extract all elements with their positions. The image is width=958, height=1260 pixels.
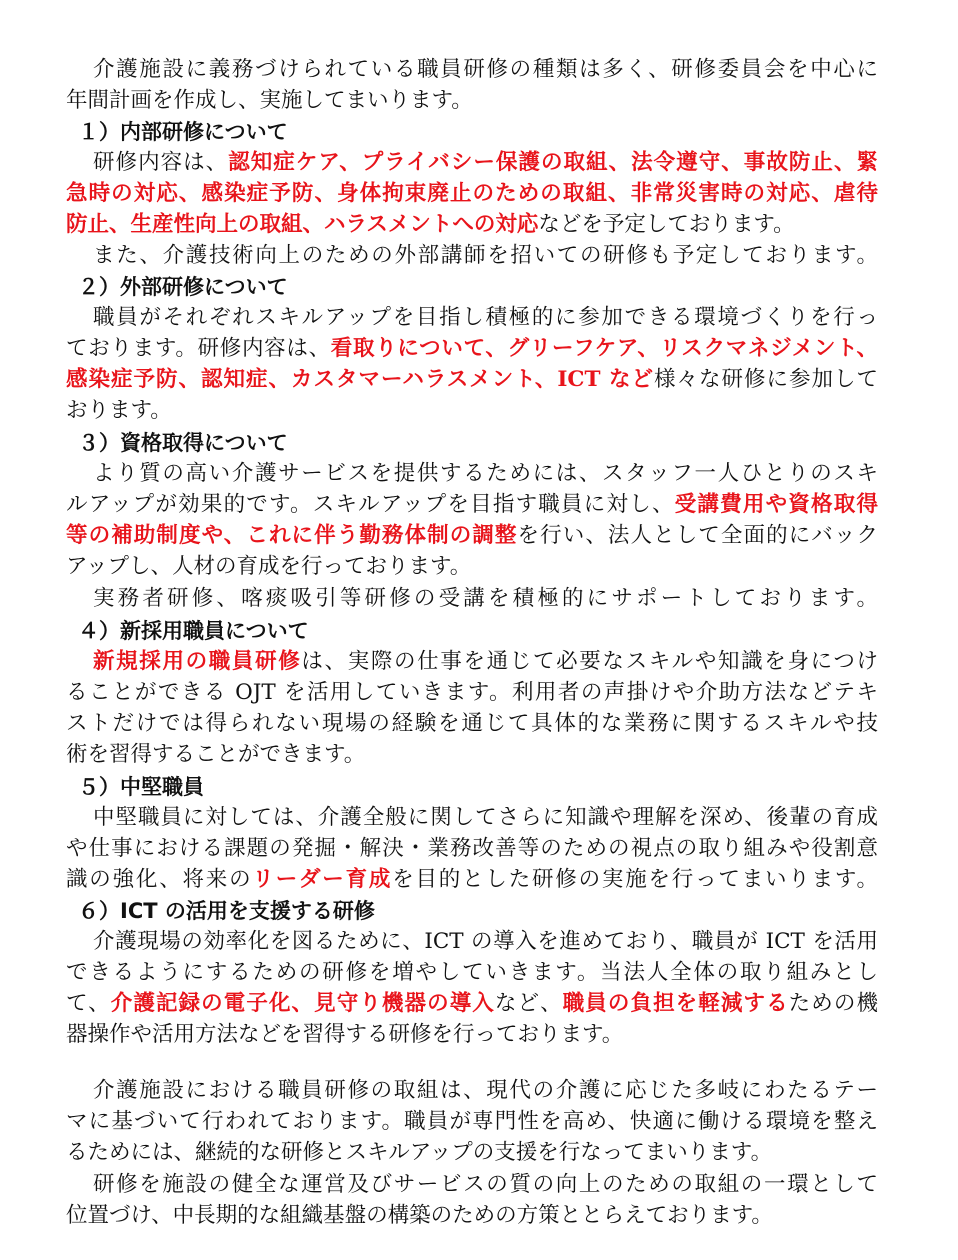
section-6-heading: ６）ICT の活用を支援する研修 — [78, 899, 375, 923]
section-3-line-3: 等の補助制度や、これに伴う勤務体制の調整を行い、法人として全面的にバック — [66, 523, 878, 548]
section-6-line-4: 器操作や活用方法などを習得する研修を行っております。 — [66, 1022, 624, 1047]
section-3-line-4: アップし、人材の育成を行っております。 — [66, 554, 472, 579]
highlight: 急時の対応、感染症予防、身体拘束廃止のための取組、非常災害時の対応、虐待 — [66, 181, 878, 206]
section-2-line-3: 感染症予防、認知症、カスタマーハラスメント、ICT など様々な研修に参加して — [66, 367, 878, 392]
section-3-line-1: より質の高い介護サービスを提供するためには、スタッフ一人ひとりのスキ — [93, 461, 878, 486]
closing-line-2: マに基づいて行われております。職員が専門性を高め、快適に働ける環境を整え — [66, 1109, 878, 1134]
highlight: 看取りについて、グリーフケア、リスクマネジメント、 — [330, 336, 878, 361]
section-3-heading: ３）資格取得について — [78, 431, 288, 455]
closing-line-1: 介護施設における職員研修の取組は、現代の介護に応じた多岐にわたるテー — [93, 1078, 878, 1103]
section-4-line-4: 術を習得することができます。 — [66, 742, 366, 767]
section-5-heading: ５）中堅職員 — [78, 775, 204, 799]
section-6-line-2: できるようにするための研修を増やしていきます。当法人全体の取り組みとし — [66, 960, 878, 985]
section-5-line-2: や仕事における課題の発掘・解決・業務改善等のための視点の取り組みや役割意 — [66, 836, 878, 861]
highlight: 等の補助制度や、これに伴う勤務体制の調整 — [66, 523, 518, 548]
highlight: 防止、生産性向上の取組、ハラスメントへの対応 — [66, 212, 539, 237]
highlight: 感染症予防、認知症、カスタマーハラスメント、ICT など — [66, 367, 654, 392]
section-6-line-3: て、介護記録の電子化、見守り機器の導入など、職員の負担を軽減するための機 — [66, 991, 878, 1016]
section-4-line-2: ることができる OJT を活用していきます。利用者の声掛けや介助方法などテキ — [66, 680, 878, 705]
highlight: 受講費用や資格取得 — [674, 492, 878, 517]
highlight: 認知症ケア、プライバシー保護の取組、法令遵守、事故防止、緊 — [228, 150, 878, 175]
section-4-heading: ４）新採用職員について — [78, 619, 309, 643]
section-1-line-3: 防止、生産性向上の取組、ハラスメントへの対応などを予定しております。 — [66, 212, 795, 237]
section-1-line-1: 研修内容は、認知症ケア、プライバシー保護の取組、法令遵守、事故防止、緊 — [93, 150, 878, 175]
section-4-line-3: ストだけでは得られない現場の経験を通じて具体的な業務に関するスキルや技 — [66, 711, 878, 736]
section-1-paragraph-2: また、介護技術向上のための外部講師を招いての研修も予定しております。 — [93, 243, 878, 268]
closing-line-4: 研修を施設の健全な運営及びサービスの質の向上のための取組の一環として — [93, 1172, 878, 1197]
closing-line-3: るためには、継続的な研修とスキルアップの支援を行なってまいります。 — [66, 1140, 773, 1165]
intro-line-1: 介護施設に義務づけられている職員研修の種類は多く、研修委員会を中心に — [93, 57, 878, 82]
section-2-heading: ２）外部研修について — [78, 275, 288, 299]
intro-line-2: 年間計画を作成し、実施してまいります。 — [66, 88, 473, 113]
highlight: 介護記録の電子化、見守り機器の導入 — [110, 991, 495, 1016]
section-2-line-1: 職員がそれぞれスキルアップを目指し積極的に参加できる環境づくりを行っ — [93, 305, 878, 330]
section-3-paragraph-2: 実務者研修、喀痰吸引等研修の受講を積極的にサポートしております。 — [93, 586, 878, 611]
section-1-heading: １）内部研修について — [78, 120, 288, 144]
section-6-line-1: 介護現場の効率化を図るために、ICT の導入を進めており、職員が ICT を活用 — [93, 929, 878, 954]
section-3-line-2: ルアップが効果的です。スキルアップを目指す職員に対し、受講費用や資格取得 — [66, 492, 878, 517]
closing-line-5: 位置づけ、中長期的な組織基盤の構築のための方策ととらえております。 — [66, 1203, 773, 1228]
highlight: 職員の負担を軽減する — [562, 991, 789, 1016]
section-2-line-4: おります。 — [66, 398, 172, 423]
section-5-line-1: 中堅職員に対しては、介護全般に関してさらに知識や理解を深め、後輩の育成 — [93, 805, 878, 830]
section-5-line-3: 識の強化、将来のリーダー育成を目的とした研修の実施を行ってまいります。 — [66, 867, 878, 892]
section-4-line-1: 新規採用の職員研修は、実際の仕事を通じて必要なスキルや知識を身につけ — [93, 649, 878, 674]
highlight: 新規採用の職員研修 — [93, 649, 302, 674]
section-1-line-2 — [66, 179, 878, 209]
highlight: リーダー育成 — [252, 867, 393, 892]
section-2-line-2: ております。研修内容は、看取りについて、グリーフケア、リスクマネジメント、 — [66, 336, 878, 361]
